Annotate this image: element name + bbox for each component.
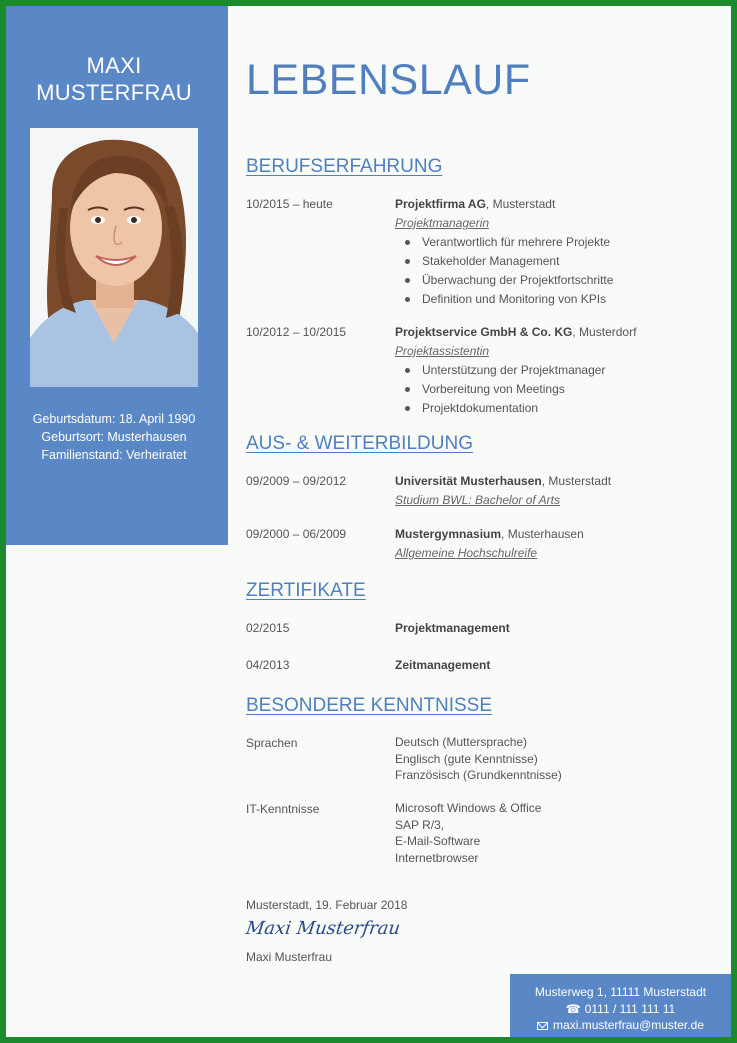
- entry-body: [395, 525, 725, 563]
- entry-date: 09/2000 – 06/2009: [246, 527, 347, 541]
- certificate-name: Projektmanagement: [395, 621, 510, 635]
- it-skill-item: SAP R/3,: [395, 817, 445, 832]
- entry-body: [395, 619, 725, 638]
- it-skill-item: Microsoft Windows & Office: [395, 801, 542, 815]
- entry-body: [395, 472, 725, 510]
- candidate-name: [6, 52, 222, 106]
- skills-label: Sprachen: [246, 736, 298, 750]
- institution-name: Universität Musterhausen: [395, 474, 542, 488]
- task-list: [395, 233, 725, 309]
- contact-box: [510, 974, 731, 1037]
- name-line-last: MUSTERFRAU: [36, 80, 192, 105]
- entry-date: 04/2013: [246, 658, 290, 672]
- certificate-name: Zeitmanagement: [395, 658, 491, 672]
- language-item: Englisch (gute Kenntnisse): [395, 751, 538, 766]
- birthplace: Geburtsort: Musterhausen: [41, 430, 187, 444]
- institution-location: , Musterstadt: [541, 474, 612, 488]
- language-item: Französisch (Grundkenntnisse): [395, 768, 562, 782]
- company-name: Projektfirma AG: [395, 197, 486, 211]
- skills-label: IT-Kenntnisse: [246, 802, 320, 816]
- task-item: Stakeholder Management: [395, 252, 725, 271]
- personal-details: [6, 410, 222, 464]
- portrait-image: [30, 128, 198, 387]
- section-heading-certificates: ZERTIFIKATE: [246, 580, 366, 601]
- contact-address: Musterweg 1, 11111 Musterstadt: [534, 985, 707, 999]
- entry-date: 09/2009 – 09/2012: [246, 474, 347, 488]
- section-heading-skills: BESONDERE KENNTNISSE: [246, 695, 492, 716]
- page-title: LEBENSLAUF: [246, 56, 531, 104]
- institution-name: Mustergymnasium: [395, 527, 502, 541]
- task-item: Definition und Monitoring von KPIs: [395, 290, 725, 309]
- printed-name: Maxi Musterfrau: [246, 950, 333, 964]
- language-item: Deutsch (Muttersprache): [395, 735, 528, 749]
- entry-date: 10/2015 – heute: [246, 197, 333, 211]
- name-line-first: MAXI: [86, 53, 142, 78]
- entry-body: [395, 323, 725, 418]
- task-list: [395, 361, 725, 418]
- contact-email[interactable]: maxi.musterfrau@muster.de: [553, 1018, 704, 1032]
- company-location: , Musterdorf: [572, 325, 637, 339]
- section-heading-education: AUS- & WEITERBILDUNG: [246, 433, 473, 454]
- entry-body: [395, 195, 725, 309]
- entry-date: 02/2015: [246, 621, 290, 635]
- institution-location: , Musterhausen: [501, 527, 584, 541]
- it-skill-item: Internetbrowser: [395, 850, 479, 865]
- entry-body: [395, 656, 725, 675]
- job-role: Projektmanagerin: [395, 216, 490, 230]
- section-heading-experience: BERUFSERFAHRUNG: [246, 156, 443, 177]
- task-item: Verantwortlich für mehrere Projekte: [395, 233, 725, 252]
- sidebar: [6, 6, 228, 545]
- skills-values: [395, 734, 725, 784]
- company-name: Projektservice GmbH & Co. KG: [395, 325, 573, 339]
- task-item: Unterstützung der Projektmanager: [395, 361, 725, 380]
- degree: Allgemeine Hochschulreife: [395, 546, 538, 560]
- task-item: Überwachung der Projektfortschritte: [395, 271, 725, 290]
- handwritten-signature: Maxi Musterfrau: [244, 918, 402, 939]
- skills-values: [395, 800, 725, 866]
- contact-phone: 0111 / 111 111 11: [584, 1001, 676, 1016]
- task-item: Projektdokumentation: [395, 399, 725, 418]
- contact-email-row: [510, 1017, 731, 1034]
- entry-date: 10/2012 – 10/2015: [246, 325, 347, 339]
- task-item: Vorbereitung von Meetings: [395, 380, 725, 399]
- degree: Studium BWL: Bachelor of Arts: [395, 493, 560, 507]
- marital-status: Familienstand: Verheiratet: [41, 448, 187, 462]
- contact-phone-row: [510, 1001, 731, 1018]
- mail-icon: [537, 1022, 548, 1030]
- job-role: Projektassistentin: [395, 344, 490, 358]
- it-skill-item: E-Mail-Software: [395, 834, 481, 848]
- phone-icon: ☎: [565, 1001, 581, 1016]
- profile-photo: [30, 128, 198, 387]
- place-date: Musterstadt, 19. Februar 2018: [246, 898, 408, 912]
- birthdate: Geburtsdatum: 18. April 1990: [32, 412, 196, 426]
- company-location: , Musterstadt: [485, 197, 556, 211]
